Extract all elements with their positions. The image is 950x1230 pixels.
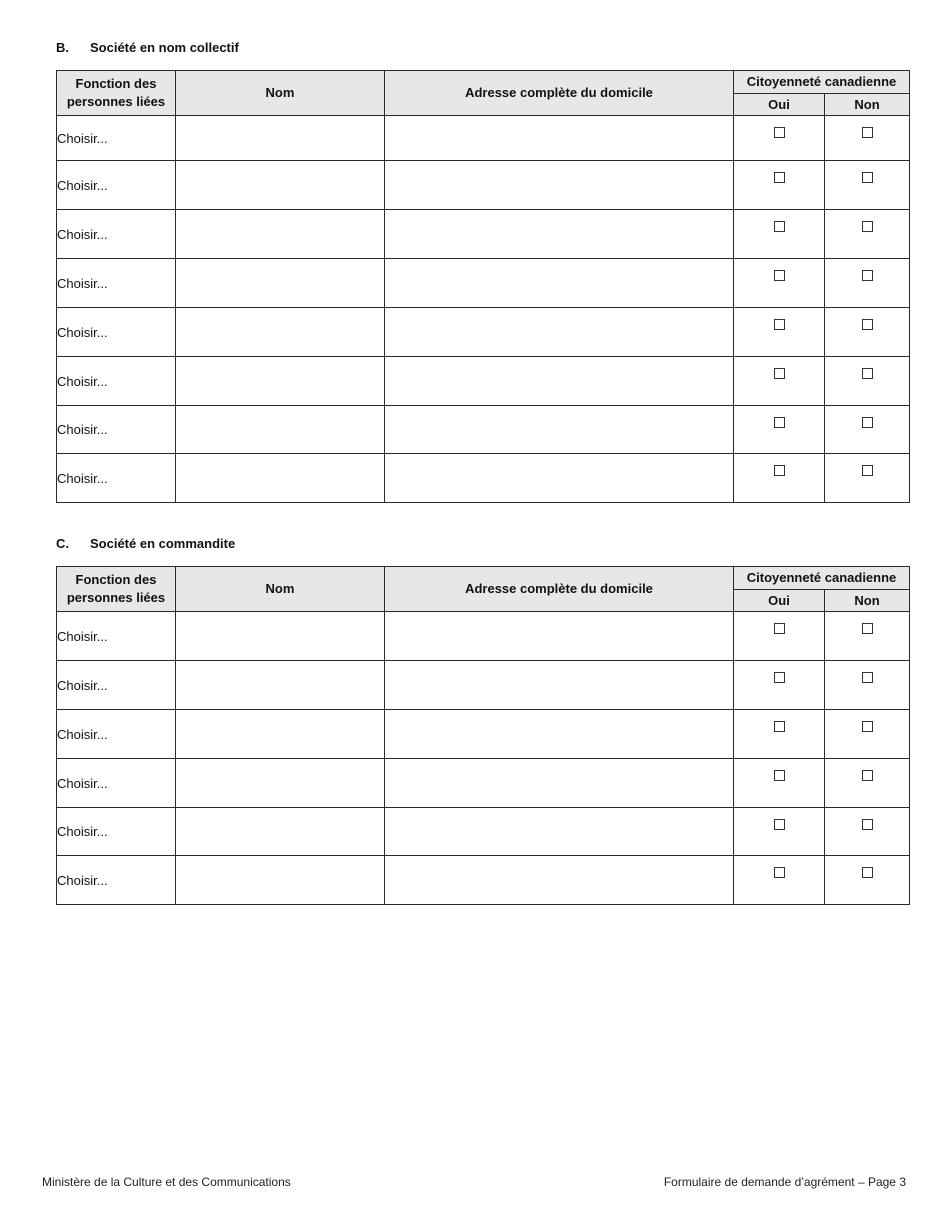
oui-cell xyxy=(734,856,825,905)
table-row xyxy=(57,710,910,759)
non-checkbox[interactable] xyxy=(862,465,873,476)
fonction-dropdown[interactable]: Choisir... xyxy=(57,661,176,710)
table-row xyxy=(57,759,910,808)
fonction-dropdown[interactable]: Choisir... xyxy=(57,161,176,210)
table-row xyxy=(57,357,910,406)
fonction-dropdown[interactable]: Choisir... xyxy=(57,808,176,856)
table-row xyxy=(57,661,910,710)
oui-cell xyxy=(734,612,825,661)
oui-cell xyxy=(734,759,825,808)
oui-checkbox[interactable] xyxy=(774,819,785,830)
fonction-dropdown[interactable]: Choisir... xyxy=(57,357,176,406)
non-cell xyxy=(825,612,910,661)
non-cell xyxy=(825,661,910,710)
oui-cell xyxy=(734,308,825,357)
table-b-body xyxy=(57,116,910,503)
adresse-field[interactable] xyxy=(385,856,734,905)
fonction-dropdown[interactable]: Choisir... xyxy=(57,856,176,905)
adresse-field[interactable] xyxy=(385,612,734,661)
section-b-letter: B. xyxy=(56,40,69,55)
table-row xyxy=(57,454,910,503)
fonction-dropdown[interactable]: Choisir... xyxy=(57,259,176,308)
adresse-field[interactable] xyxy=(385,161,734,210)
adresse-field[interactable] xyxy=(385,210,734,259)
nom-field[interactable] xyxy=(176,116,385,161)
header-fonction: Fonction des personnes liées xyxy=(57,71,176,116)
adresse-field[interactable] xyxy=(385,308,734,357)
table-row xyxy=(57,210,910,259)
table-row xyxy=(57,808,910,856)
adresse-field[interactable] xyxy=(385,454,734,503)
non-checkbox[interactable] xyxy=(862,417,873,428)
nom-field[interactable] xyxy=(176,661,385,710)
oui-checkbox[interactable] xyxy=(774,465,785,476)
footer-page-info: Formulaire de demande d’agrément – Page 3 xyxy=(663,1175,906,1189)
header-nom: Nom xyxy=(176,567,385,612)
oui-checkbox[interactable] xyxy=(774,172,785,183)
header-oui: Oui xyxy=(734,94,825,116)
non-cell xyxy=(825,259,910,308)
non-checkbox[interactable] xyxy=(862,127,873,138)
non-checkbox[interactable] xyxy=(862,319,873,330)
adresse-field[interactable] xyxy=(385,259,734,308)
header-adresse: Adresse complète du domicile xyxy=(385,71,734,116)
table-row xyxy=(57,259,910,308)
oui-cell xyxy=(734,710,825,759)
non-checkbox[interactable] xyxy=(862,172,873,183)
fonction-dropdown[interactable]: Choisir... xyxy=(57,308,176,357)
table-row xyxy=(57,308,910,357)
oui-checkbox[interactable] xyxy=(774,319,785,330)
non-cell xyxy=(825,808,910,856)
table-row xyxy=(57,406,910,454)
non-cell xyxy=(825,759,910,808)
adresse-field[interactable] xyxy=(385,357,734,406)
table-row xyxy=(57,116,910,161)
fonction-dropdown[interactable]: Choisir... xyxy=(57,612,176,661)
nom-field[interactable] xyxy=(176,308,385,357)
fonction-dropdown[interactable]: Choisir... xyxy=(57,210,176,259)
table-c-body xyxy=(57,612,910,905)
non-checkbox[interactable] xyxy=(862,221,873,232)
table-row xyxy=(57,856,910,905)
adresse-field[interactable] xyxy=(385,661,734,710)
fonction-dropdown[interactable]: Choisir... xyxy=(57,406,176,454)
non-cell xyxy=(825,210,910,259)
nom-field[interactable] xyxy=(176,612,385,661)
non-cell xyxy=(825,357,910,406)
oui-cell xyxy=(734,661,825,710)
non-checkbox[interactable] xyxy=(862,721,873,732)
adresse-field[interactable] xyxy=(385,759,734,808)
oui-checkbox[interactable] xyxy=(774,368,785,379)
table-row xyxy=(57,161,910,210)
header-fonction: Fonction des personnes liées xyxy=(57,567,176,612)
oui-cell xyxy=(734,808,825,856)
header-oui: Oui xyxy=(734,590,825,612)
header-non: Non xyxy=(825,94,910,116)
table-c xyxy=(56,566,910,905)
footer-ministry: Ministère de la Culture et des Communications xyxy=(42,1175,291,1189)
non-cell xyxy=(825,406,910,454)
oui-cell xyxy=(734,116,825,161)
oui-checkbox[interactable] xyxy=(774,721,785,732)
table-row xyxy=(57,612,910,661)
oui-cell xyxy=(734,357,825,406)
nom-field[interactable] xyxy=(176,210,385,259)
oui-cell xyxy=(734,454,825,503)
header-non: Non xyxy=(825,590,910,612)
oui-checkbox[interactable] xyxy=(774,417,785,428)
non-checkbox[interactable] xyxy=(862,819,873,830)
header-adresse: Adresse complète du domicile xyxy=(385,567,734,612)
oui-checkbox[interactable] xyxy=(774,270,785,281)
fonction-dropdown[interactable]: Choisir... xyxy=(57,116,176,161)
header-citoyennete: Citoyenneté canadienne xyxy=(734,71,910,94)
section-c-title xyxy=(56,536,235,551)
non-cell xyxy=(825,116,910,161)
table-b xyxy=(56,70,910,503)
oui-checkbox[interactable] xyxy=(774,672,785,683)
nom-field[interactable] xyxy=(176,710,385,759)
nom-field[interactable] xyxy=(176,759,385,808)
oui-cell xyxy=(734,210,825,259)
non-cell xyxy=(825,161,910,210)
nom-field[interactable] xyxy=(176,161,385,210)
fonction-dropdown[interactable]: Choisir... xyxy=(57,710,176,759)
non-checkbox[interactable] xyxy=(862,672,873,683)
non-checkbox[interactable] xyxy=(862,623,873,634)
header-citoyennete: Citoyenneté canadienne xyxy=(734,567,910,590)
section-b-title xyxy=(56,40,239,55)
nom-field[interactable] xyxy=(176,357,385,406)
nom-field[interactable] xyxy=(176,808,385,856)
section-c-heading: Société en commandite xyxy=(90,536,236,551)
oui-checkbox[interactable] xyxy=(774,623,785,634)
non-checkbox[interactable] xyxy=(862,867,873,878)
non-cell xyxy=(825,454,910,503)
non-cell xyxy=(825,710,910,759)
nom-field[interactable] xyxy=(176,406,385,454)
section-c-letter: C. xyxy=(56,536,69,551)
non-checkbox[interactable] xyxy=(862,368,873,379)
oui-cell xyxy=(734,259,825,308)
adresse-field[interactable] xyxy=(385,710,734,759)
nom-field[interactable] xyxy=(176,856,385,905)
adresse-field[interactable] xyxy=(385,116,734,161)
adresse-field[interactable] xyxy=(385,406,734,454)
oui-checkbox[interactable] xyxy=(774,127,785,138)
nom-field[interactable] xyxy=(176,454,385,503)
header-nom: Nom xyxy=(176,71,385,116)
oui-checkbox[interactable] xyxy=(774,867,785,878)
oui-checkbox[interactable] xyxy=(774,770,785,781)
oui-cell xyxy=(734,406,825,454)
section-b-heading: Société en nom collectif xyxy=(90,40,239,55)
fonction-dropdown[interactable]: Choisir... xyxy=(57,759,176,808)
fonction-dropdown[interactable]: Choisir... xyxy=(57,454,176,503)
non-cell xyxy=(825,856,910,905)
non-cell xyxy=(825,308,910,357)
oui-cell xyxy=(734,161,825,210)
non-checkbox[interactable] xyxy=(862,770,873,781)
nom-field[interactable] xyxy=(176,259,385,308)
adresse-field[interactable] xyxy=(385,808,734,856)
non-checkbox[interactable] xyxy=(862,270,873,281)
oui-checkbox[interactable] xyxy=(774,221,785,232)
